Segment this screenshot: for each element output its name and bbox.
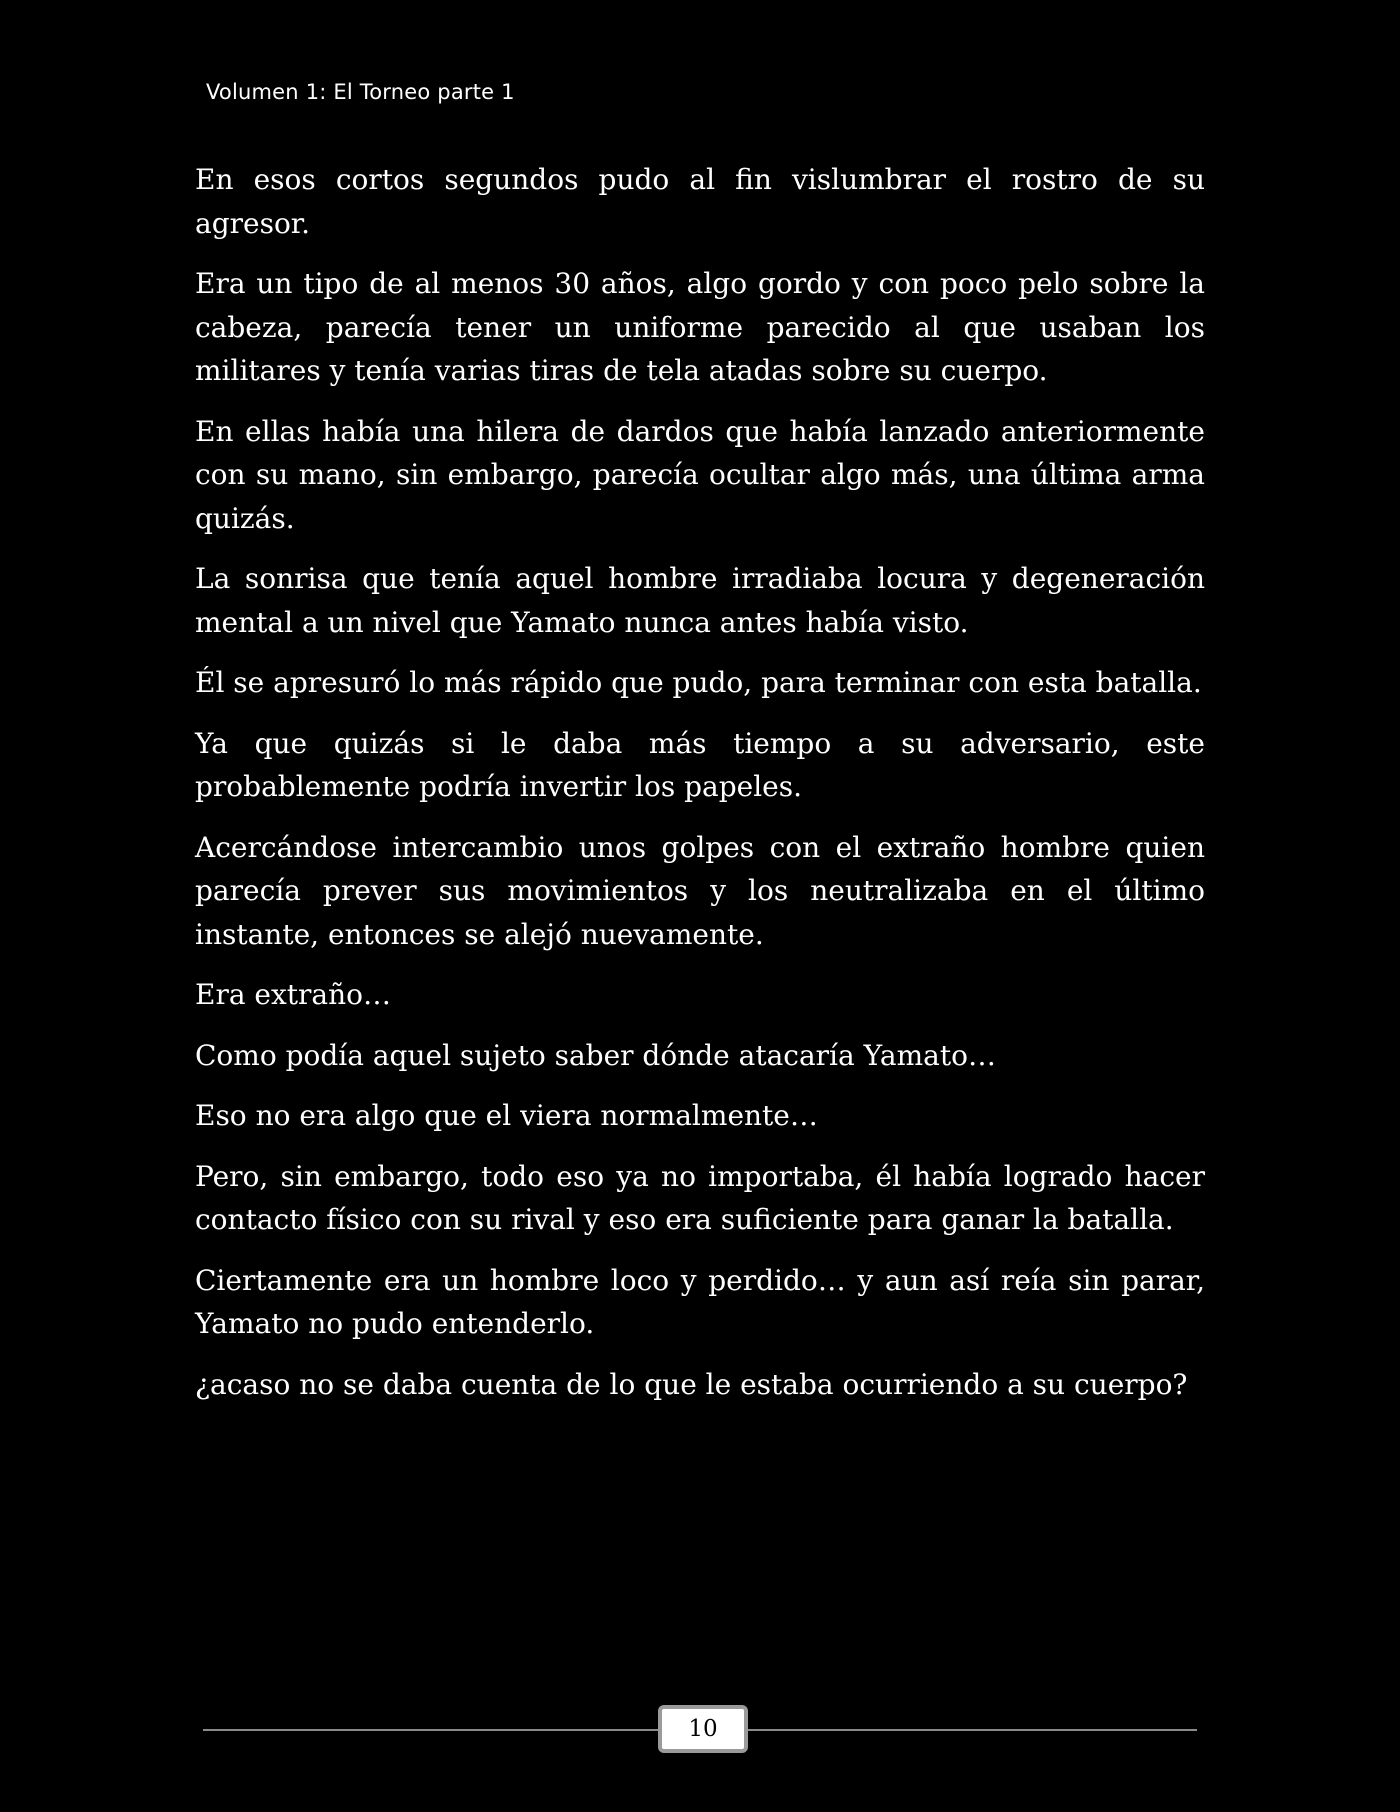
page-number: 10 [658, 1705, 748, 1753]
paragraph: Como podía aquel sujeto saber dónde atacaría Yamato… [195, 1038, 996, 1072]
paragraph: Eso no era algo que el viera normalmente… [195, 1099, 818, 1132]
body-text [195, 158, 1205, 1423]
paragraph: ¿acaso no se daba cuenta de lo que le estaba ocurriendo a su cuerpo? [195, 1367, 1188, 1401]
paragraph: Era un tipo de al menos 30 años, algo gordo y con poco pelo sobre la cabeza, parecía tener un uniforme parecido al que usaban los militares y tenía varias tiras de tela atadas sobre su cuerpo. [195, 267, 1205, 387]
paragraph: Ya que quizás si le daba más tiempo a su adversario, este probablemente podría invertir los papeles. [195, 726, 1205, 803]
paragraph: Acercándose intercambio unos golpes con el extraño hombre quien parecía prever sus movimientos y los neutralizaba en el último instante, entonces se alejó nuevamente. [195, 830, 1205, 951]
paragraph: La sonrisa que tenía aquel hombre irradiaba locura y degeneración mental a un nivel que Yamato nunca antes había visto. [195, 562, 1205, 639]
running-header: Volumen 1: El Torneo parte 1 [206, 80, 515, 104]
paragraph: Pero, sin embargo, todo eso ya no importaba, él había logrado hacer contacto físico con su rival y eso era suficiente para ganar la batalla. [195, 1159, 1205, 1236]
paragraph: Él se apresuró lo más rápido que pudo, para terminar con esta batalla. [195, 666, 1202, 699]
paragraph: Era extraño… [195, 978, 391, 1011]
paragraph: En ellas había una hilera de dardos que había lanzado anteriormente con su mano, sin embargo, parecía ocultar algo más, una última arma quizás. [195, 414, 1205, 535]
paragraph: Ciertamente era un hombre loco y perdido… y aun así reía sin parar, Yamato no pudo entenderlo. [195, 1263, 1205, 1340]
paragraph: En esos cortos segundos pudo al fin vislumbrar el rostro de su agresor. [195, 163, 1205, 240]
